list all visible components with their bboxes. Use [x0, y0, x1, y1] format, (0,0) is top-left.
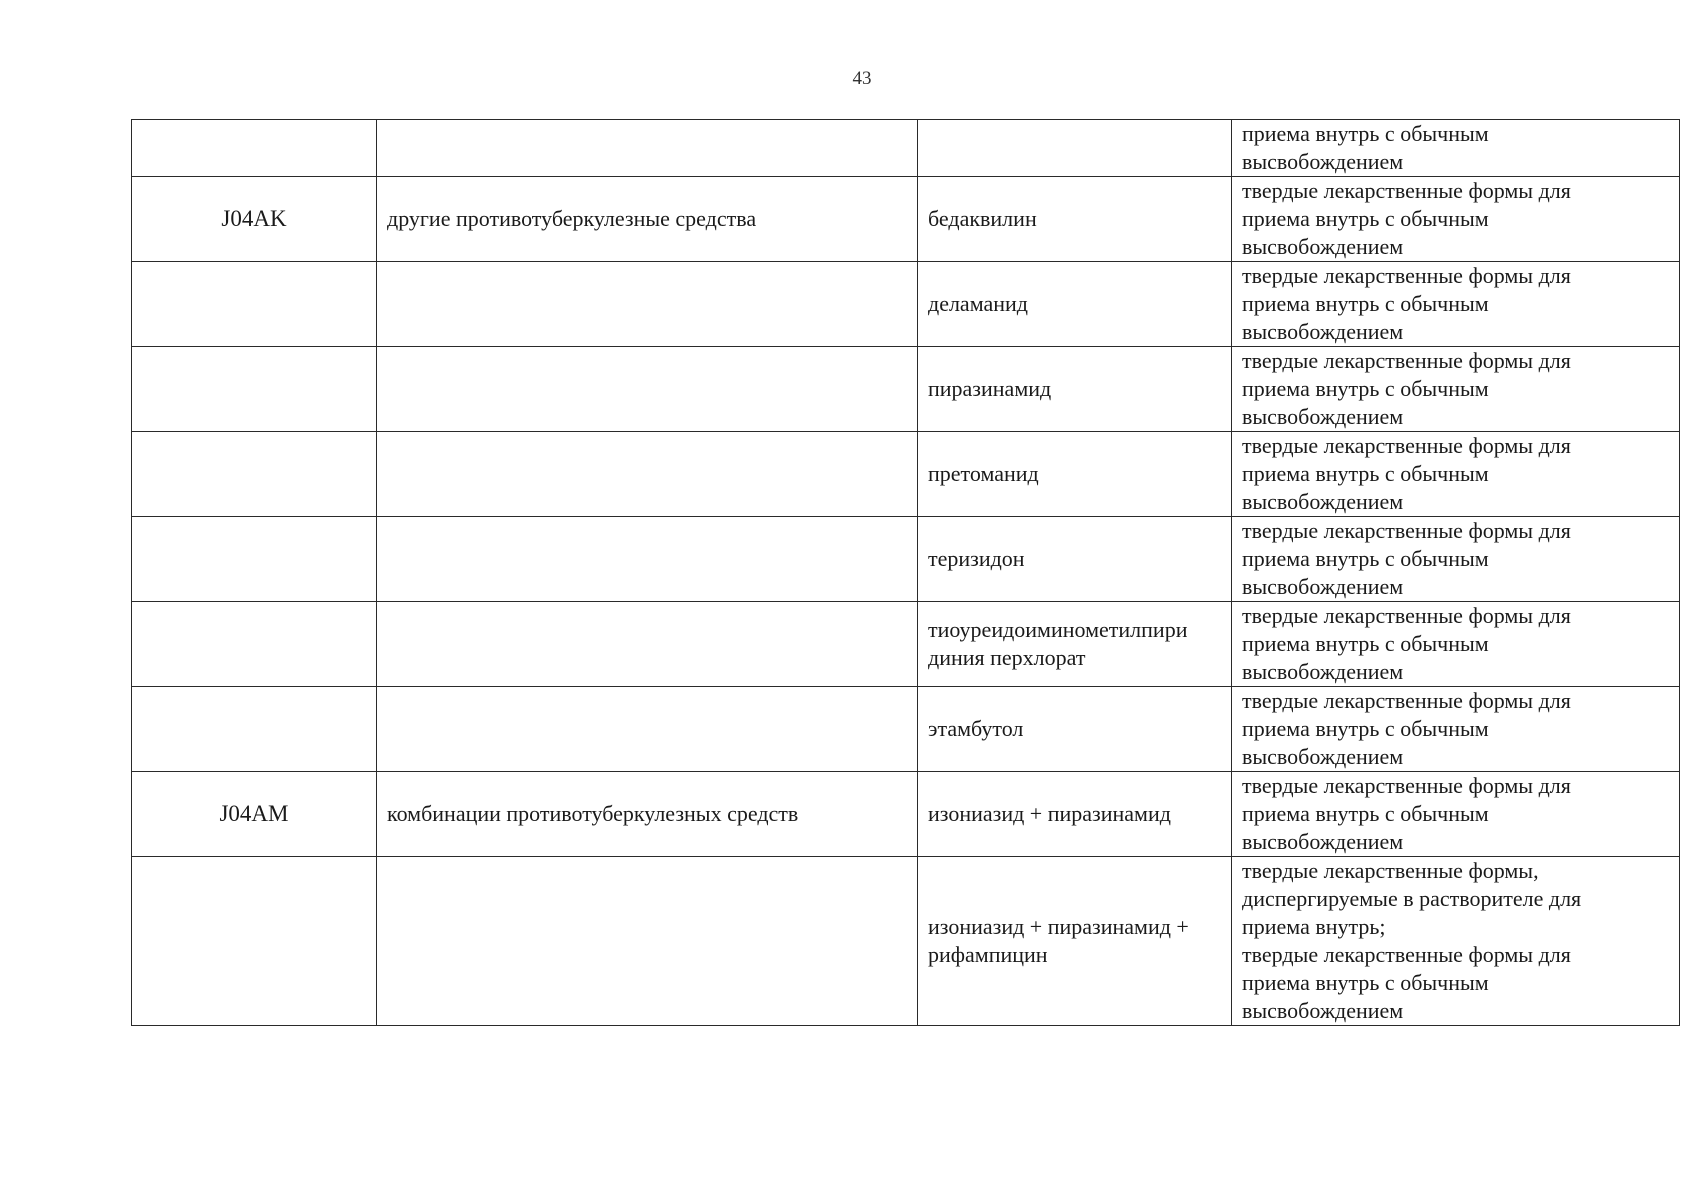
group-name-cell [377, 120, 918, 177]
table-row [132, 602, 1680, 687]
dosage-form-line: высвобождением [1242, 404, 1404, 429]
dosage-form-line: приема внутрь с обычным [1242, 970, 1489, 995]
group-name-cell: другие противотуберкулезные средства [377, 177, 918, 262]
atc-code-cell [132, 262, 377, 347]
dosage-form-line: высвобождением [1242, 489, 1404, 514]
dosage-form-cell [1232, 857, 1680, 1026]
dosage-form-line: высвобождением [1242, 659, 1404, 684]
dosage-form-cell [1232, 177, 1680, 262]
table-row [132, 687, 1680, 772]
table-row [132, 347, 1680, 432]
group-name-cell: комбинации противотуберкулезных средств [377, 772, 918, 857]
dosage-form-cell [1232, 120, 1680, 177]
group-name-cell [377, 687, 918, 772]
dosage-form-line: приема внутрь с обычным [1242, 121, 1489, 146]
atc-code-cell [132, 347, 377, 432]
dosage-form-line: приема внутрь с обычным [1242, 801, 1489, 826]
table-row [132, 262, 1680, 347]
substance-cell: этамбутол [918, 687, 1232, 772]
substance-cell: пиразинамид [918, 347, 1232, 432]
dosage-form-line: высвобождением [1242, 149, 1404, 174]
group-name-cell [377, 347, 918, 432]
substance-cell: теризидон [918, 517, 1232, 602]
dosage-form-line: твердые лекарственные формы для [1242, 942, 1571, 967]
substance-cell: тиоуреидоиминометилпири диния перхлорат [918, 602, 1232, 687]
substance-cell: изониазид + пиразинамид [918, 772, 1232, 857]
dosage-form-line: приема внутрь с обычным [1242, 291, 1489, 316]
dosage-form-line: твердые лекарственные формы для [1242, 773, 1571, 798]
dosage-form-line: твердые лекарственные формы для [1242, 263, 1571, 288]
dosage-form-line: приема внутрь с обычным [1242, 716, 1489, 741]
table-row [132, 857, 1680, 1026]
dosage-form-cell [1232, 262, 1680, 347]
dosage-form-cell [1232, 432, 1680, 517]
dosage-form-line: высвобождением [1242, 829, 1404, 854]
dosage-form-line: высвобождением [1242, 234, 1404, 259]
dosage-form-line: высвобождением [1242, 998, 1404, 1023]
table-row [132, 177, 1680, 262]
dosage-form-cell [1232, 347, 1680, 432]
dosage-form-line: приема внутрь с обычным [1242, 461, 1489, 486]
group-name-cell [377, 602, 918, 687]
atc-code-cell [132, 857, 377, 1026]
dosage-form-cell [1232, 602, 1680, 687]
dosage-form-line: приема внутрь с обычным [1242, 546, 1489, 571]
dosage-form-line: высвобождением [1242, 574, 1404, 599]
table-row [132, 432, 1680, 517]
dosage-form-line: твердые лекарственные формы для [1242, 603, 1571, 628]
substance-cell: изониазид + пиразинамид + рифампицин [918, 857, 1232, 1026]
substance-cell: бедаквилин [918, 177, 1232, 262]
dosage-form-line: диспергируемые в растворителе для [1242, 886, 1582, 911]
dosage-form-line: приема внутрь; [1242, 914, 1386, 939]
substance-cell: претоманид [918, 432, 1232, 517]
table-row [132, 772, 1680, 857]
dosage-form-line: высвобождением [1242, 744, 1404, 769]
group-name-cell [377, 517, 918, 602]
group-name-cell [377, 262, 918, 347]
dosage-form-line: твердые лекарственные формы для [1242, 348, 1571, 373]
drug-table [131, 119, 1680, 1026]
dosage-form-line: твердые лекарственные формы для [1242, 433, 1571, 458]
atc-code-cell [132, 687, 377, 772]
page-number: 43 [852, 68, 872, 89]
group-name-cell [377, 432, 918, 517]
dosage-form-line: твердые лекарственные формы, [1242, 858, 1539, 883]
dosage-form-line: высвобождением [1242, 319, 1404, 344]
atc-code-cell [132, 517, 377, 602]
dosage-form-cell [1232, 517, 1680, 602]
table-body [132, 120, 1680, 1026]
table-row [132, 120, 1680, 177]
atc-code-cell [132, 432, 377, 517]
dosage-form-line: твердые лекарственные формы для [1242, 518, 1571, 543]
atc-code-cell: J04AK [132, 177, 377, 262]
substance-cell: деламанид [918, 262, 1232, 347]
dosage-form-line: твердые лекарственные формы для [1242, 688, 1571, 713]
dosage-form-line: твердые лекарственные формы для [1242, 178, 1571, 203]
substance-cell [918, 120, 1232, 177]
atc-code-cell [132, 602, 377, 687]
dosage-form-cell [1232, 687, 1680, 772]
dosage-form-line: приема внутрь с обычным [1242, 206, 1489, 231]
group-name-cell [377, 857, 918, 1026]
table-row [132, 517, 1680, 602]
atc-code-cell [132, 120, 377, 177]
dosage-form-cell [1232, 772, 1680, 857]
dosage-form-line: приема внутрь с обычным [1242, 631, 1489, 656]
dosage-form-line: приема внутрь с обычным [1242, 376, 1489, 401]
atc-code-cell: J04AM [132, 772, 377, 857]
